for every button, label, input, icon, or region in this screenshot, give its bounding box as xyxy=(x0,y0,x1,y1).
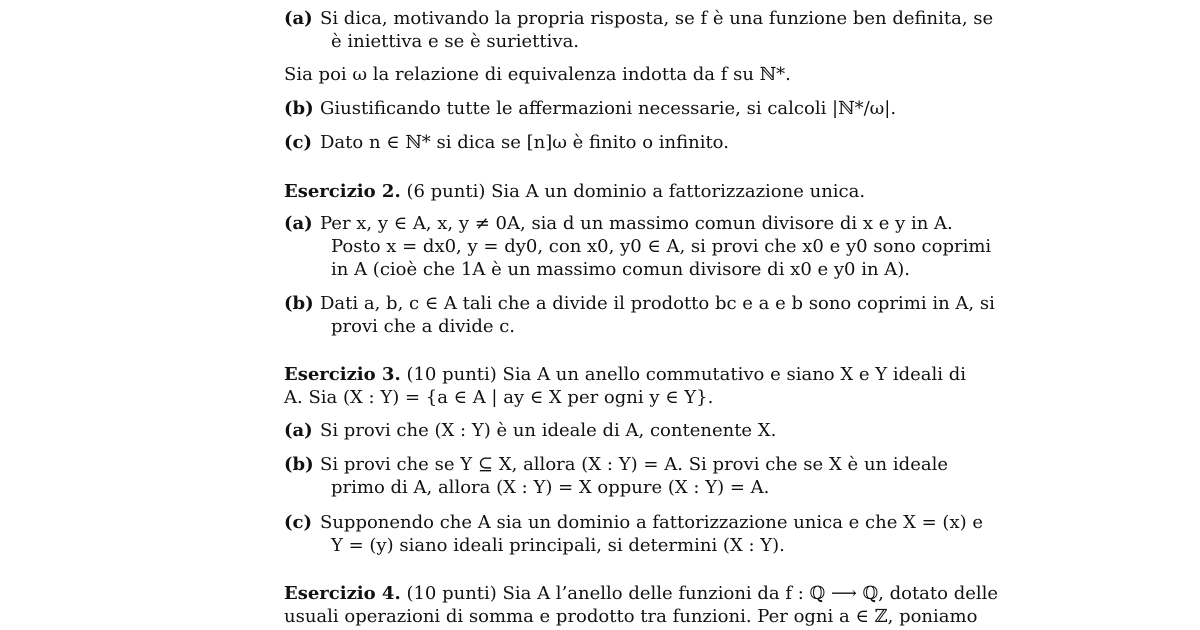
item-label: (b) xyxy=(284,454,314,475)
item-label: (b) xyxy=(284,98,314,119)
exercise-intro-line: (10 punti) Sia A l’anello delle funzioni da f : ℚ ⟶ ℚ, dotato delle xyxy=(406,583,999,604)
exercise-1-item-a xyxy=(284,7,994,53)
item-label: (a) xyxy=(284,213,313,234)
exercise-title: Esercizio 3. xyxy=(284,364,401,385)
item-text-line: è iniettiva e se è suriettiva. xyxy=(331,31,580,52)
exercise-intro: (6 punti) Sia A un dominio a fattorizzazione unica. xyxy=(406,181,866,202)
item-text-line: Si dica, motivando la propria risposta, se f è una funzione ben definita, se xyxy=(320,8,994,29)
item-label: (a) xyxy=(284,420,313,441)
exercise-intro-line: (10 punti) Sia A un anello commutativo e siano X e Y ideali di xyxy=(406,364,967,385)
item-text-line: Per x, y ∈ A, x, y ≠ 0A, sia d un massimo comun divisore di x e y in A. xyxy=(320,213,953,234)
exercise-3-item-b xyxy=(284,453,948,499)
item-text-line: Giustificando tutte le affermazioni necessarie, si calcoli |ℕ*/ω|. xyxy=(320,98,897,119)
exercise-2-item-a xyxy=(284,212,992,281)
item-text-line: Si provi che (X : Y) è un ideale di A, contenente X. xyxy=(320,420,777,441)
paragraph-text: Sia poi ω la relazione di equivalenza indotta da f su ℕ*. xyxy=(284,64,791,85)
item-label: (b) xyxy=(284,293,314,314)
exercise-3-item-a xyxy=(284,419,948,442)
exercise-2-item-b xyxy=(284,292,995,338)
exercise-3-heading xyxy=(284,363,967,409)
item-text-line: Posto x = dx0, y = dy0, con x0, y0 ∈ A, si provi che x0 e y0 sono coprimi xyxy=(331,236,992,257)
exercise-3-item-c xyxy=(284,511,984,557)
exercise-intro-line: A. Sia (X : Y) = {a ∈ A | ay ∈ X per ogni y ∈ Y}. xyxy=(284,387,714,408)
item-text-line: Y = (y) siano ideali principali, si determini (X : Y). xyxy=(331,535,785,556)
exercise-1-item-c xyxy=(284,131,948,154)
exercise-4-heading xyxy=(284,582,999,628)
exercise-title: Esercizio 4. xyxy=(284,583,401,604)
exercise-intro-line: usuali operazioni di somma e prodotto tra funzioni. Per ogni a ∈ ℤ, poniamo xyxy=(284,606,978,627)
item-text-line: Supponendo che A sia un dominio a fattorizzazione unica e che X = (x) e xyxy=(320,512,984,533)
exercise-title: Esercizio 2. xyxy=(284,181,401,202)
item-text-line: primo di A, allora (X : Y) = X oppure (X : Y) = A. xyxy=(331,477,770,498)
item-label: (c) xyxy=(284,512,312,533)
item-label: (c) xyxy=(284,132,312,153)
item-text-line: Si provi che se Y ⊆ X, allora (X : Y) = A. Si provi che se X è un ideale xyxy=(320,454,948,475)
exercise-2-heading xyxy=(284,180,948,203)
item-text-line: Dati a, b, c ∈ A tali che a divide il prodotto bc e a e b sono coprimi in A, si xyxy=(320,293,995,314)
item-text-line: in A (cioè che 1A è un massimo comun divisore di x0 e y0 in A). xyxy=(331,259,911,280)
exercise-1-item-b xyxy=(284,97,948,120)
item-text-line: Dato n ∈ ℕ* si dica se [n]ω è finito o infinito. xyxy=(320,132,729,153)
omega-intro xyxy=(284,63,948,86)
item-label: (a) xyxy=(284,8,313,29)
item-text-line: provi che a divide c. xyxy=(331,316,516,337)
